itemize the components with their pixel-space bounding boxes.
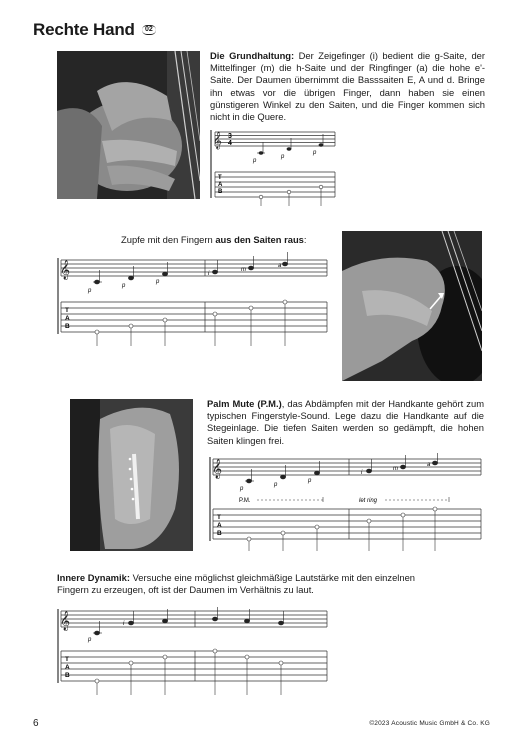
finger-label: p bbox=[240, 486, 244, 492]
finger-label: a bbox=[427, 462, 431, 468]
tab-clef-b: B bbox=[217, 530, 222, 537]
tab-clef-t: T bbox=[65, 656, 69, 663]
finger-label: m bbox=[393, 466, 398, 472]
treble-clef-icon: 𝄞 bbox=[60, 260, 71, 279]
finger-label: p bbox=[88, 288, 92, 294]
notation-palm-mute bbox=[209, 453, 485, 553]
finger-label: i bbox=[208, 271, 210, 277]
tab-clef-b: B bbox=[218, 189, 223, 195]
notation-grundhaltung bbox=[209, 128, 337, 208]
finger-label: p bbox=[253, 158, 257, 164]
tab-clef-a: A bbox=[65, 315, 70, 322]
photo-palm-mute bbox=[70, 399, 193, 551]
finger-label: p bbox=[274, 482, 278, 488]
time-signature-bottom: 4 bbox=[228, 140, 232, 147]
copyright-notice: ©2023 Acoustic Music GmbH & Co. KG bbox=[369, 720, 490, 727]
page-number: 6 bbox=[33, 718, 39, 729]
finger-label: p bbox=[156, 279, 160, 285]
zupfen-text-end: : bbox=[303, 234, 307, 245]
zupfen-text-bold: aus den Saiten raus bbox=[215, 234, 304, 245]
finger-label: p bbox=[308, 478, 312, 484]
finger-label: a bbox=[278, 263, 282, 269]
treble-clef-icon: 𝄞 bbox=[213, 132, 222, 149]
let-ring-label: let ring bbox=[359, 498, 378, 504]
dynamik-paragraph bbox=[57, 572, 427, 596]
notation-zupfen bbox=[57, 250, 329, 350]
palm-mute-label: P.M. bbox=[239, 498, 251, 504]
tab-clef-b: B bbox=[65, 672, 70, 679]
finger-label: p bbox=[281, 154, 285, 160]
finger-label: i bbox=[361, 470, 363, 476]
palm-mute-paragraph bbox=[207, 398, 484, 447]
dynamik-text: Versuche eine möglichst gleichmäßige Lautstärke mit den einzelnen Fingern zu erzeugen, oft ist der Daumen im Verhältnis zu laut. bbox=[57, 572, 416, 596]
tab-clef-a: A bbox=[65, 664, 70, 671]
photo-hand-basic-position bbox=[57, 51, 200, 199]
time-signature-top: 3 bbox=[228, 133, 232, 140]
grundhaltung-paragraph bbox=[210, 50, 485, 123]
palm-mute-heading: Palm Mute (P.M.) bbox=[207, 398, 282, 409]
notation-dynamik bbox=[57, 603, 329, 698]
track-number-badge: 02 bbox=[142, 25, 156, 35]
photo-pluck-out-of-strings bbox=[342, 231, 482, 381]
finger-label: m bbox=[241, 267, 246, 273]
zupfen-text: Zupfe mit den Fingern bbox=[121, 234, 216, 245]
finger-label: p bbox=[122, 283, 126, 289]
treble-clef-icon: 𝄞 bbox=[212, 459, 223, 478]
page-title: Rechte Hand bbox=[33, 20, 135, 39]
tab-clef-b: B bbox=[65, 323, 70, 330]
zupfen-caption bbox=[121, 234, 351, 246]
finger-label: p bbox=[88, 637, 92, 643]
tab-clef-a: A bbox=[218, 182, 223, 188]
finger-label: p bbox=[313, 150, 317, 156]
dynamik-heading: Innere Dynamik: bbox=[57, 572, 130, 583]
palm-mute-text: , das Abdämpfen mit der Handkante gehört zum typischen Fingerstyle-Sound. Lege dazu die Handkante auf die Stegeinlage. Die tiefen Saiten werden so gedämpft, die hohen Saiten klingen frei. bbox=[207, 398, 484, 446]
grundhaltung-heading: Die Grundhaltung: bbox=[210, 50, 295, 61]
treble-clef-icon: 𝄞 bbox=[60, 611, 71, 630]
tab-clef-t: T bbox=[217, 514, 221, 521]
tab-clef-t: T bbox=[65, 307, 69, 314]
tab-clef-a: A bbox=[217, 522, 222, 529]
finger-label: i bbox=[123, 621, 125, 627]
grundhaltung-text: Der Zeigefinger (i) bedient die g-Saite, der Mittelfinger (m) die h-Saite und der Ringfinger (a) die hohe e'-Saite. Der Daumen übernimmt die Basssaiten E, A und d. Bringe ihn etwas vor die übrigen Finger, dann haben sie einen günstigeren Winkel zu den Saiten, und die Finger kommen sich nicht in die Quere. bbox=[210, 50, 485, 123]
tab-clef-t: T bbox=[218, 175, 222, 181]
